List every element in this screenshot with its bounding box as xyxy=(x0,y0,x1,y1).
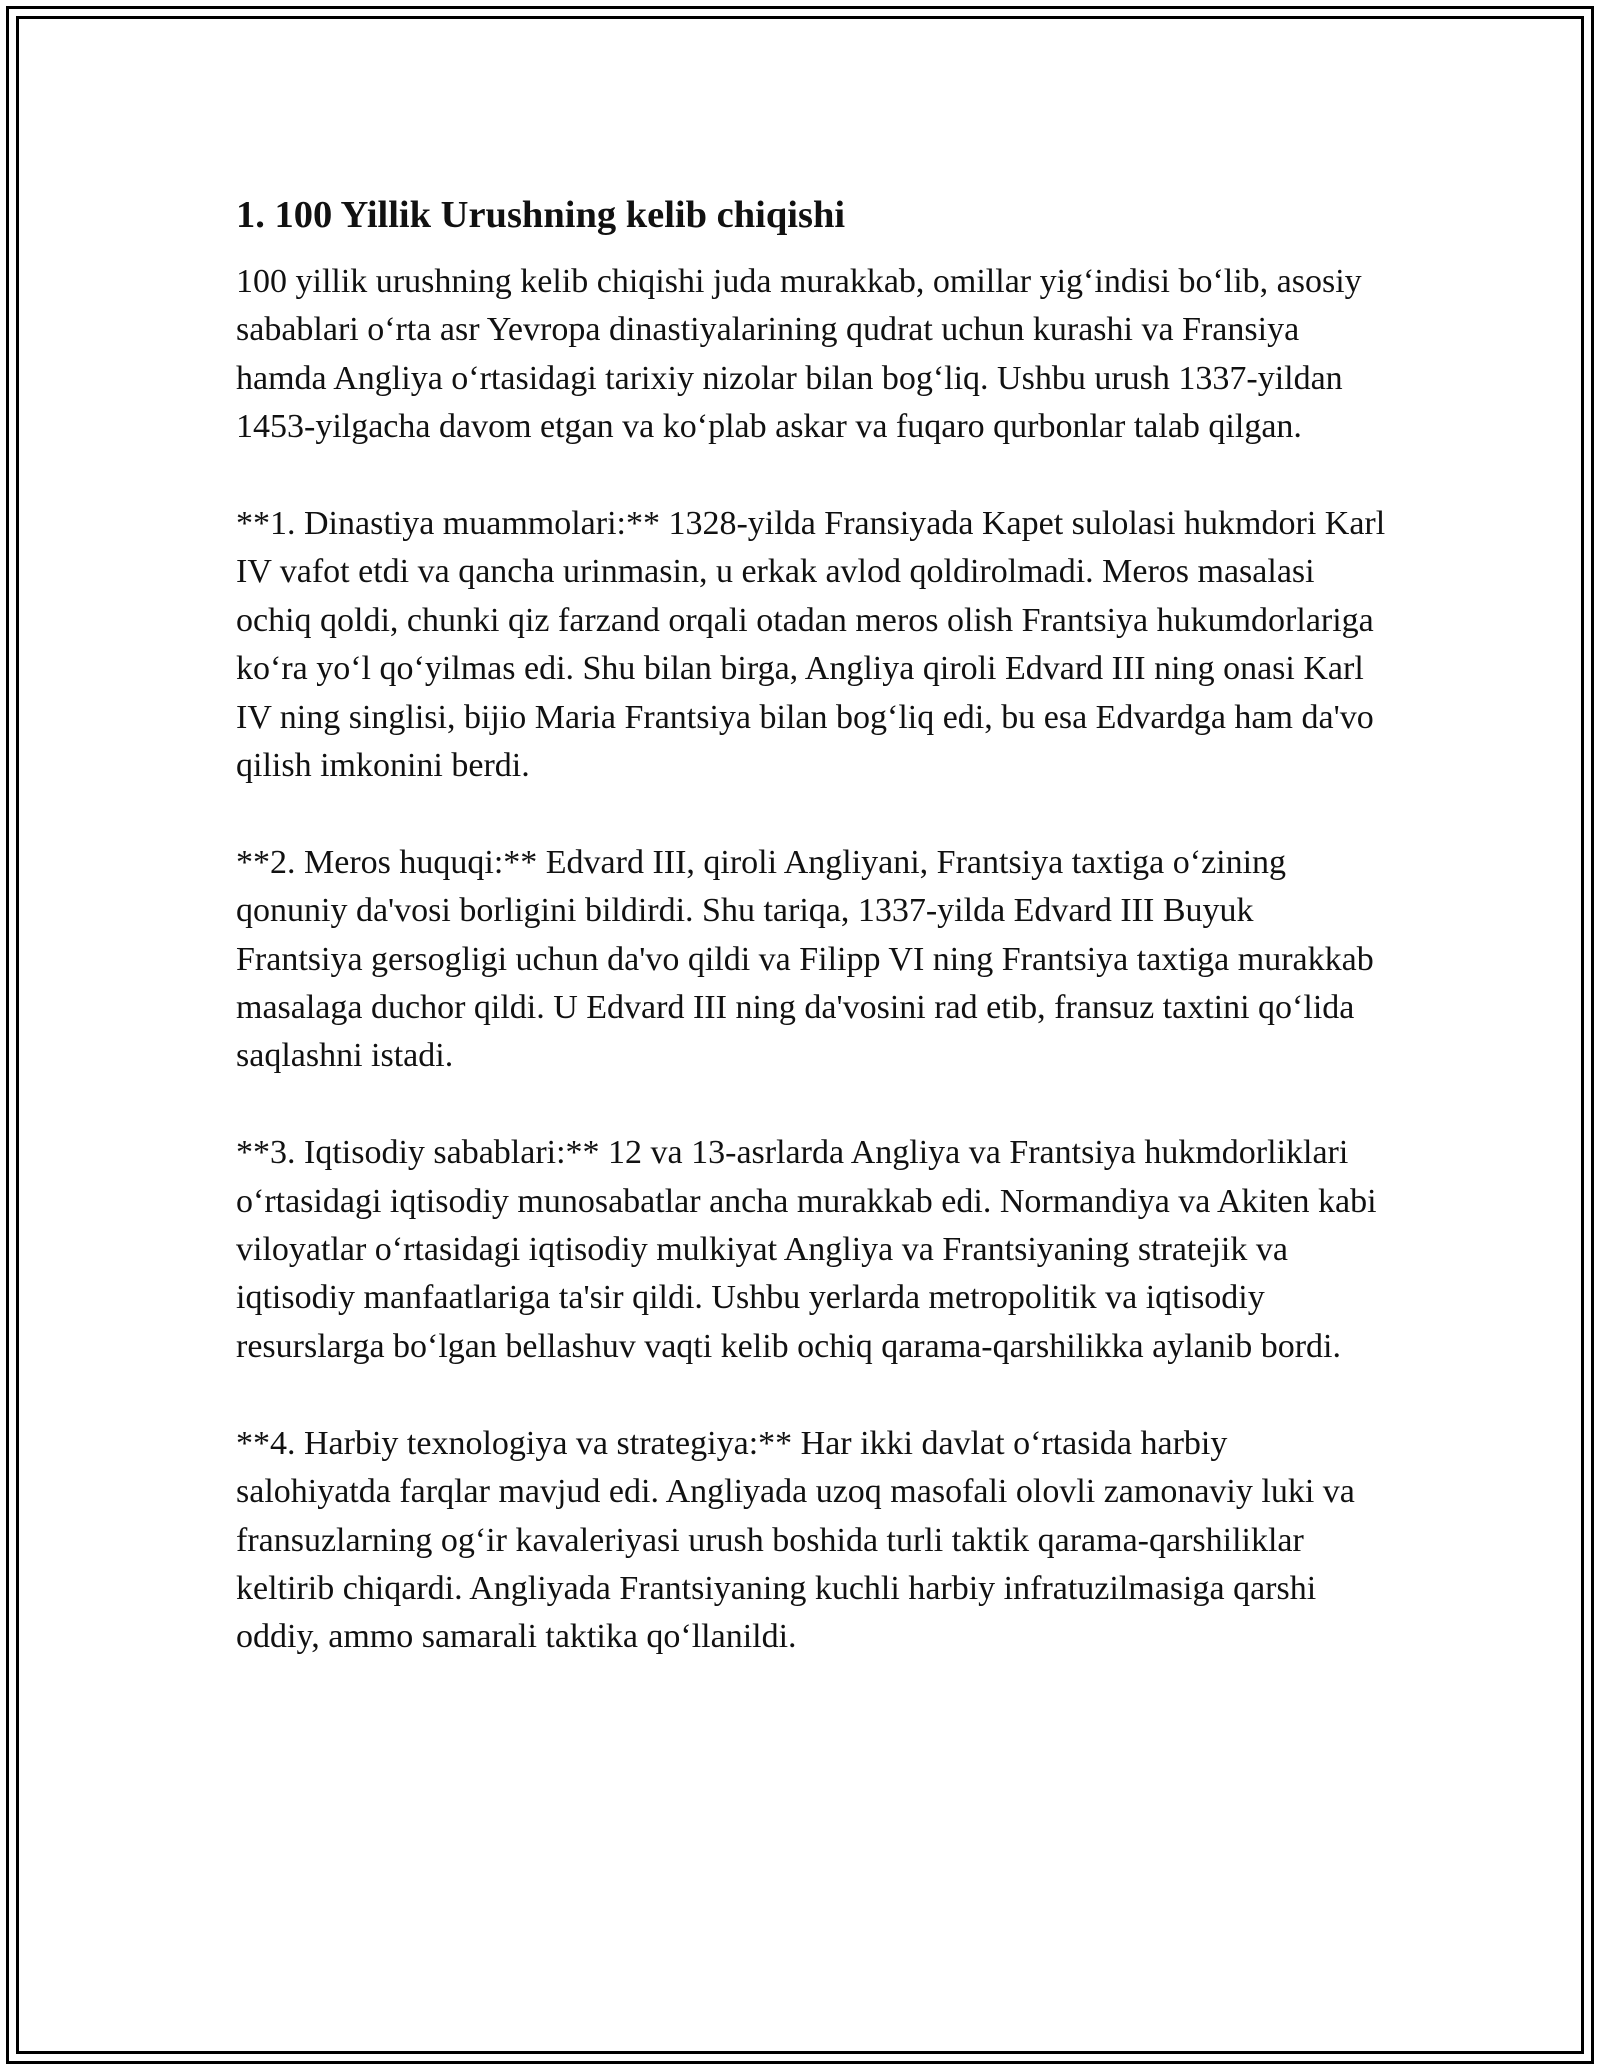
paragraph-inheritance-right: **2. Meros huquqi:** Edvard III, qiroli Angliyani, Frantsiya taxtiga o‘zining qonuniy da'vosi borligini bildirdi. Shu tariqa, 1337-yilda Edvard III Buyuk Frantsiya gersogligi uchun da'vo qildi va Filipp VI ning Frantsiya taxtiga murakkab masalaga duchor qildi. U Edvard III ning da'vosini rad etib, fransuz taxtini qo‘lida saqlashni istadi. xyxy=(236,843,1374,1075)
paragraph-military-technology: **4. Harbiy texnologiya va strategiya:** Har ikki davlat o‘rtasida harbiy salohiyatda farqlar mavjud edi. Angliyada uzoq masofali olovli zamonaviy luki va fransuzlarning og‘ir kavaleriyasi urush boshida turli taktik qarama-qarshiliklar keltirib chiqardi. Angliyada Frantsiyaning kuchli harbiy infratuzilmasiga qarshi oddiy, ammo samarali taktika qo‘llanildi. xyxy=(236,1424,1355,1656)
section-heading: 1. 100 Yillik Urushning kelib chiqishi xyxy=(236,194,846,236)
paragraph-dynasty-problems: **1. Dinastiya muammolari:** 1328-yilda Fransiyada Kapet sulolasi hukmdori Karl IV vafot etdi va qancha urinmasin, u erkak avlod qoldirolmadi. Meros masalasi ochiq qoldi, chunki qiz farzand orqali otadan meros olish Frantsiya hukumdorlariga ko‘ra yo‘l qo‘yilmas edi. Shu bilan birga, Angliya qiroli Edvard III ning onasi Karl IV ning singlisi, bijio Maria Frantsiya bilan bog‘liq edi, bu esa Edvardga ham da'vo qilish imkonini berdi. xyxy=(236,505,1386,785)
document-body xyxy=(236,186,1386,1662)
paragraph-economic-causes: **3. Iqtisodiy sabablari:** 12 va 13-asrlarda Angliya va Frantsiya hukmdorliklari o‘rtasidagi iqtisodiy munosabatlar ancha murakkab edi. Normandiya va Akiten kabi viloyatlar o‘rtasidagi iqtisodiy mulkiyat Angliya va Frantsiyaning stratejik va iqtisodiy manfaatlariga ta'sir qildi. Ushbu yerlarda metropolitik va iqtisodiy resurslarga bo‘lgan bellashuv vaqti kelib ochiq qarama-qarshilikka aylanib bordi. xyxy=(236,1134,1377,1365)
paragraph-intro: 100 yillik urushning kelib chiqishi juda murakkab, omillar yig‘indisi bo‘lib, asosiy sabablari o‘rta asr Yevropa dinastiyalarining qudrat uchun kurashi va Fransiya hamda Angliya o‘rtasidagi tarixiy nizolar bilan bog‘liq. Ushbu urush 1337-yildan 1453-yilgacha davom etgan va ko‘plab askar va fuqaro qurbonlar talab qilgan. xyxy=(236,263,1362,446)
